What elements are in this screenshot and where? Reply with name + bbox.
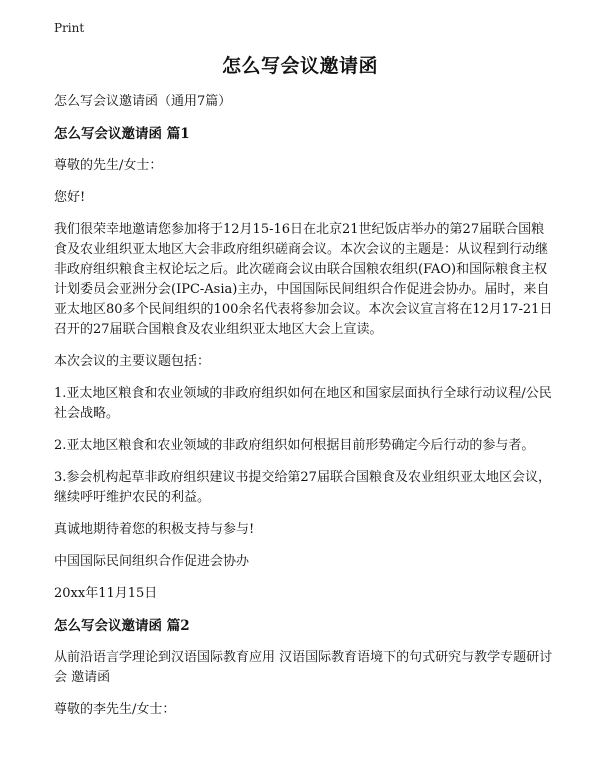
section-heading-1: 怎么写会议邀请函 篇1 (54, 126, 190, 142)
closing-line: 真诚地期待着您的积极支持与参与! (54, 522, 255, 537)
print-link[interactable]: Print (54, 21, 85, 35)
document-title: 怎么写会议邀请函 (221, 55, 378, 77)
section2-body: 从前沿语言学理论到汉语国际教育应用 汉语国际教育语境下的句式研究与教学专题研讨会 邀请函 (54, 650, 553, 685)
letter-date: 20xx年11月15日 (54, 586, 158, 601)
topic-3: 3.参会机构起草非政府组织建议书提交给第27届联合国粮食及农业组织亚太地区会议，继续呼吁维护农民的利益。 (54, 470, 551, 505)
topic-1: 1.亚太地区粮食和农业领域的非政府组织如何在地区和国家层面执行全球行动议程/公民社会战略。 (54, 386, 552, 421)
topic-2: 2.亚太地区粮食和农业领域的非政府组织如何根据目前形势确定今后行动的参与者。 (54, 438, 535, 453)
invitation-body: 我们很荣幸地邀请您参加将于12月15-16日在北京21世纪饭店举办的第27届联合国粮食及农业组织亚太地区大会非政府组织磋商会议。本次会议的主题是：从议程到行动继非政府组织粮食主权论坛之后。此次磋商会议由联合国粮农组织(FAO)和国际粮食主权计划委员会亚洲分会(IPC-Asia)主办，中国国际民间组织合作促进会协办。届时，来自亚太地区80多个民间组织的100余名代表将参加会议。本次会议宣言将在12月17-21日召开的27届联合国粮食及农业组织亚太地区大会上宣读。 (54, 222, 553, 337)
document-body (54, 92, 554, 732)
topics-intro: 本次会议的主要议题包括： (54, 354, 211, 369)
section-heading-2: 怎么写会议邀请函 篇2 (54, 618, 190, 634)
document-subtitle: 怎么写会议邀请函（通用7篇） (54, 94, 232, 109)
greeting: 您好! (54, 190, 86, 205)
salutation-1: 尊敬的先生/女士： (54, 158, 163, 173)
signature: 中国国际民间组织合作促进会协办 (54, 554, 250, 569)
salutation-2: 尊敬的李先生/女士： (54, 702, 176, 717)
